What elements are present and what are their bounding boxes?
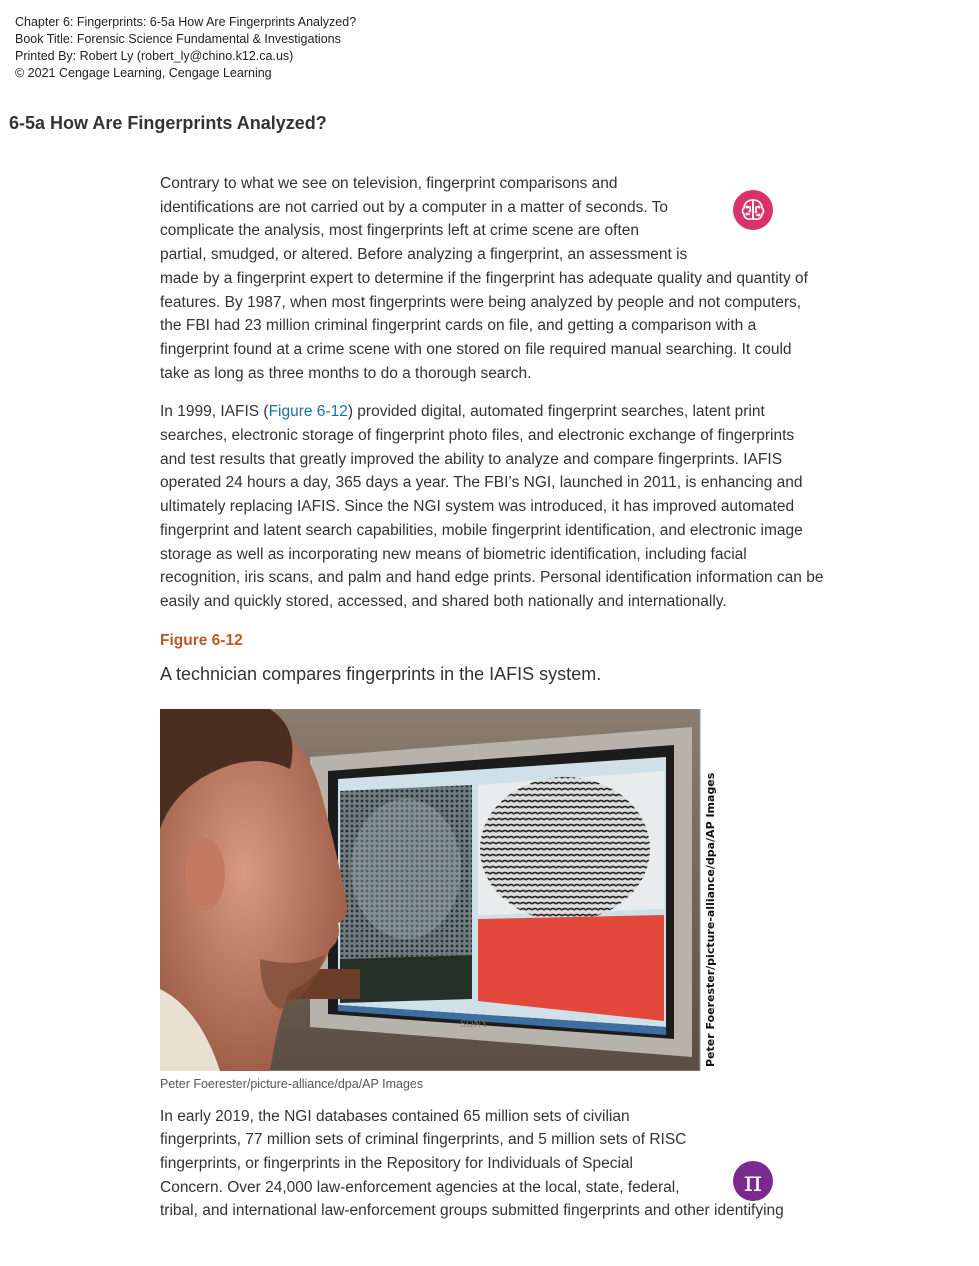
- text-line: fingerprints, or fingerprints in the Repository for Individuals of Special: [160, 1155, 633, 1173]
- main-content: [160, 172, 824, 1223]
- text-line: Concern. Over 24,000 law-enforcement agencies at the local, state, federal,: [160, 1178, 680, 1196]
- pi-math-icon: [733, 1161, 773, 1201]
- text-line: partial, smudged, or altered. Before analyzing a fingerprint, an assessment is: [160, 246, 688, 264]
- printed-by-line: Printed By: Robert Ly (robert_ly@chino.k12.ca.us): [15, 49, 294, 63]
- text-line: complicate the analysis, most fingerprints left at crime scene are often: [160, 222, 639, 240]
- print-header: [15, 14, 356, 82]
- monitor-brand: SONY: [460, 1019, 488, 1030]
- copyright-line: © 2021 Cengage Learning, Cengage Learning: [15, 66, 272, 80]
- paragraph-text: In 1999, IAFIS (: [160, 403, 269, 421]
- figure-6-12-link[interactable]: Figure 6-12: [268, 403, 348, 421]
- vertical-photo-credit: Peter Foerester/picture-alliance/dpa/AP Images: [704, 772, 717, 1067]
- paragraph-1: [160, 172, 824, 385]
- paragraph-2: [160, 400, 824, 613]
- technician-photo: [160, 709, 720, 1071]
- paragraph-text: ) provided digital, automated fingerprint searches, latent print searches, electronic storage of fingerprint photo files, and electronic exchange of fingerprints and test results that greatly improved the ability to analyze and compare fingerprints. IAFIS operated 24 hours a day, 365 days a year. The FBI’s NGI, launched in 2011, is enhancing and ultimately replacing IAFIS. Since the NGI system was introduced, it has improved automated fingerprint and latent search capabilities, mobile fingerprint identification, and electronic image storage as well as incorporating new means of biometric identification, including facial recognition, iris scans, and palm and hand edge prints. Personal identification information can be easily and quickly stored, accessed, and shared both nationally and internationally.: [160, 403, 824, 610]
- section-title: 6-5a How Are Fingerprints Analyzed?: [9, 113, 327, 133]
- paragraph-text: made by a fingerprint expert to determine if the fingerprint has adequate quality and quantity of features. By 1987, when most fingerprints were being analyzed by people and not computers, the FBI had 23 million criminal fingerprint cards on file, and getting a comparison with a fingerprint found at a crime scene with one stored on file required manual searching. It could take as long as three months to do a thorough search.: [160, 269, 808, 382]
- book-title-line: Book Title: Forensic Science Fundamental & Investigations: [15, 32, 341, 46]
- text-line: identifications are not carried out by a computer in a matter of seconds. To: [160, 198, 669, 216]
- figure-label: Figure 6-12: [160, 631, 243, 649]
- figure-caption: A technician compares fingerprints in the IAFIS system.: [160, 663, 602, 684]
- photo-credit: Peter Foerester/picture-alliance/dpa/AP Images: [160, 1076, 424, 1091]
- text-line: fingerprints, 77 million sets of criminal fingerprints, and 5 million sets of RISC: [160, 1131, 687, 1149]
- text-line: Contrary to what we see on television, fingerprint comparisons and: [160, 175, 618, 192]
- text-line: In early 2019, the NGI databases contained 65 million sets of civilian: [160, 1107, 630, 1125]
- paragraph-3: [160, 1105, 824, 1224]
- paragraph-text: tribal, and international law-enforcement groups submitted fingerprints and other identifying: [160, 1202, 784, 1220]
- pi-symbol: π: [743, 1164, 763, 1198]
- chapter-line: Chapter 6: Fingerprints: 6-5a How Are Fingerprints Analyzed?: [15, 15, 357, 29]
- figure-photo: [160, 709, 720, 1071]
